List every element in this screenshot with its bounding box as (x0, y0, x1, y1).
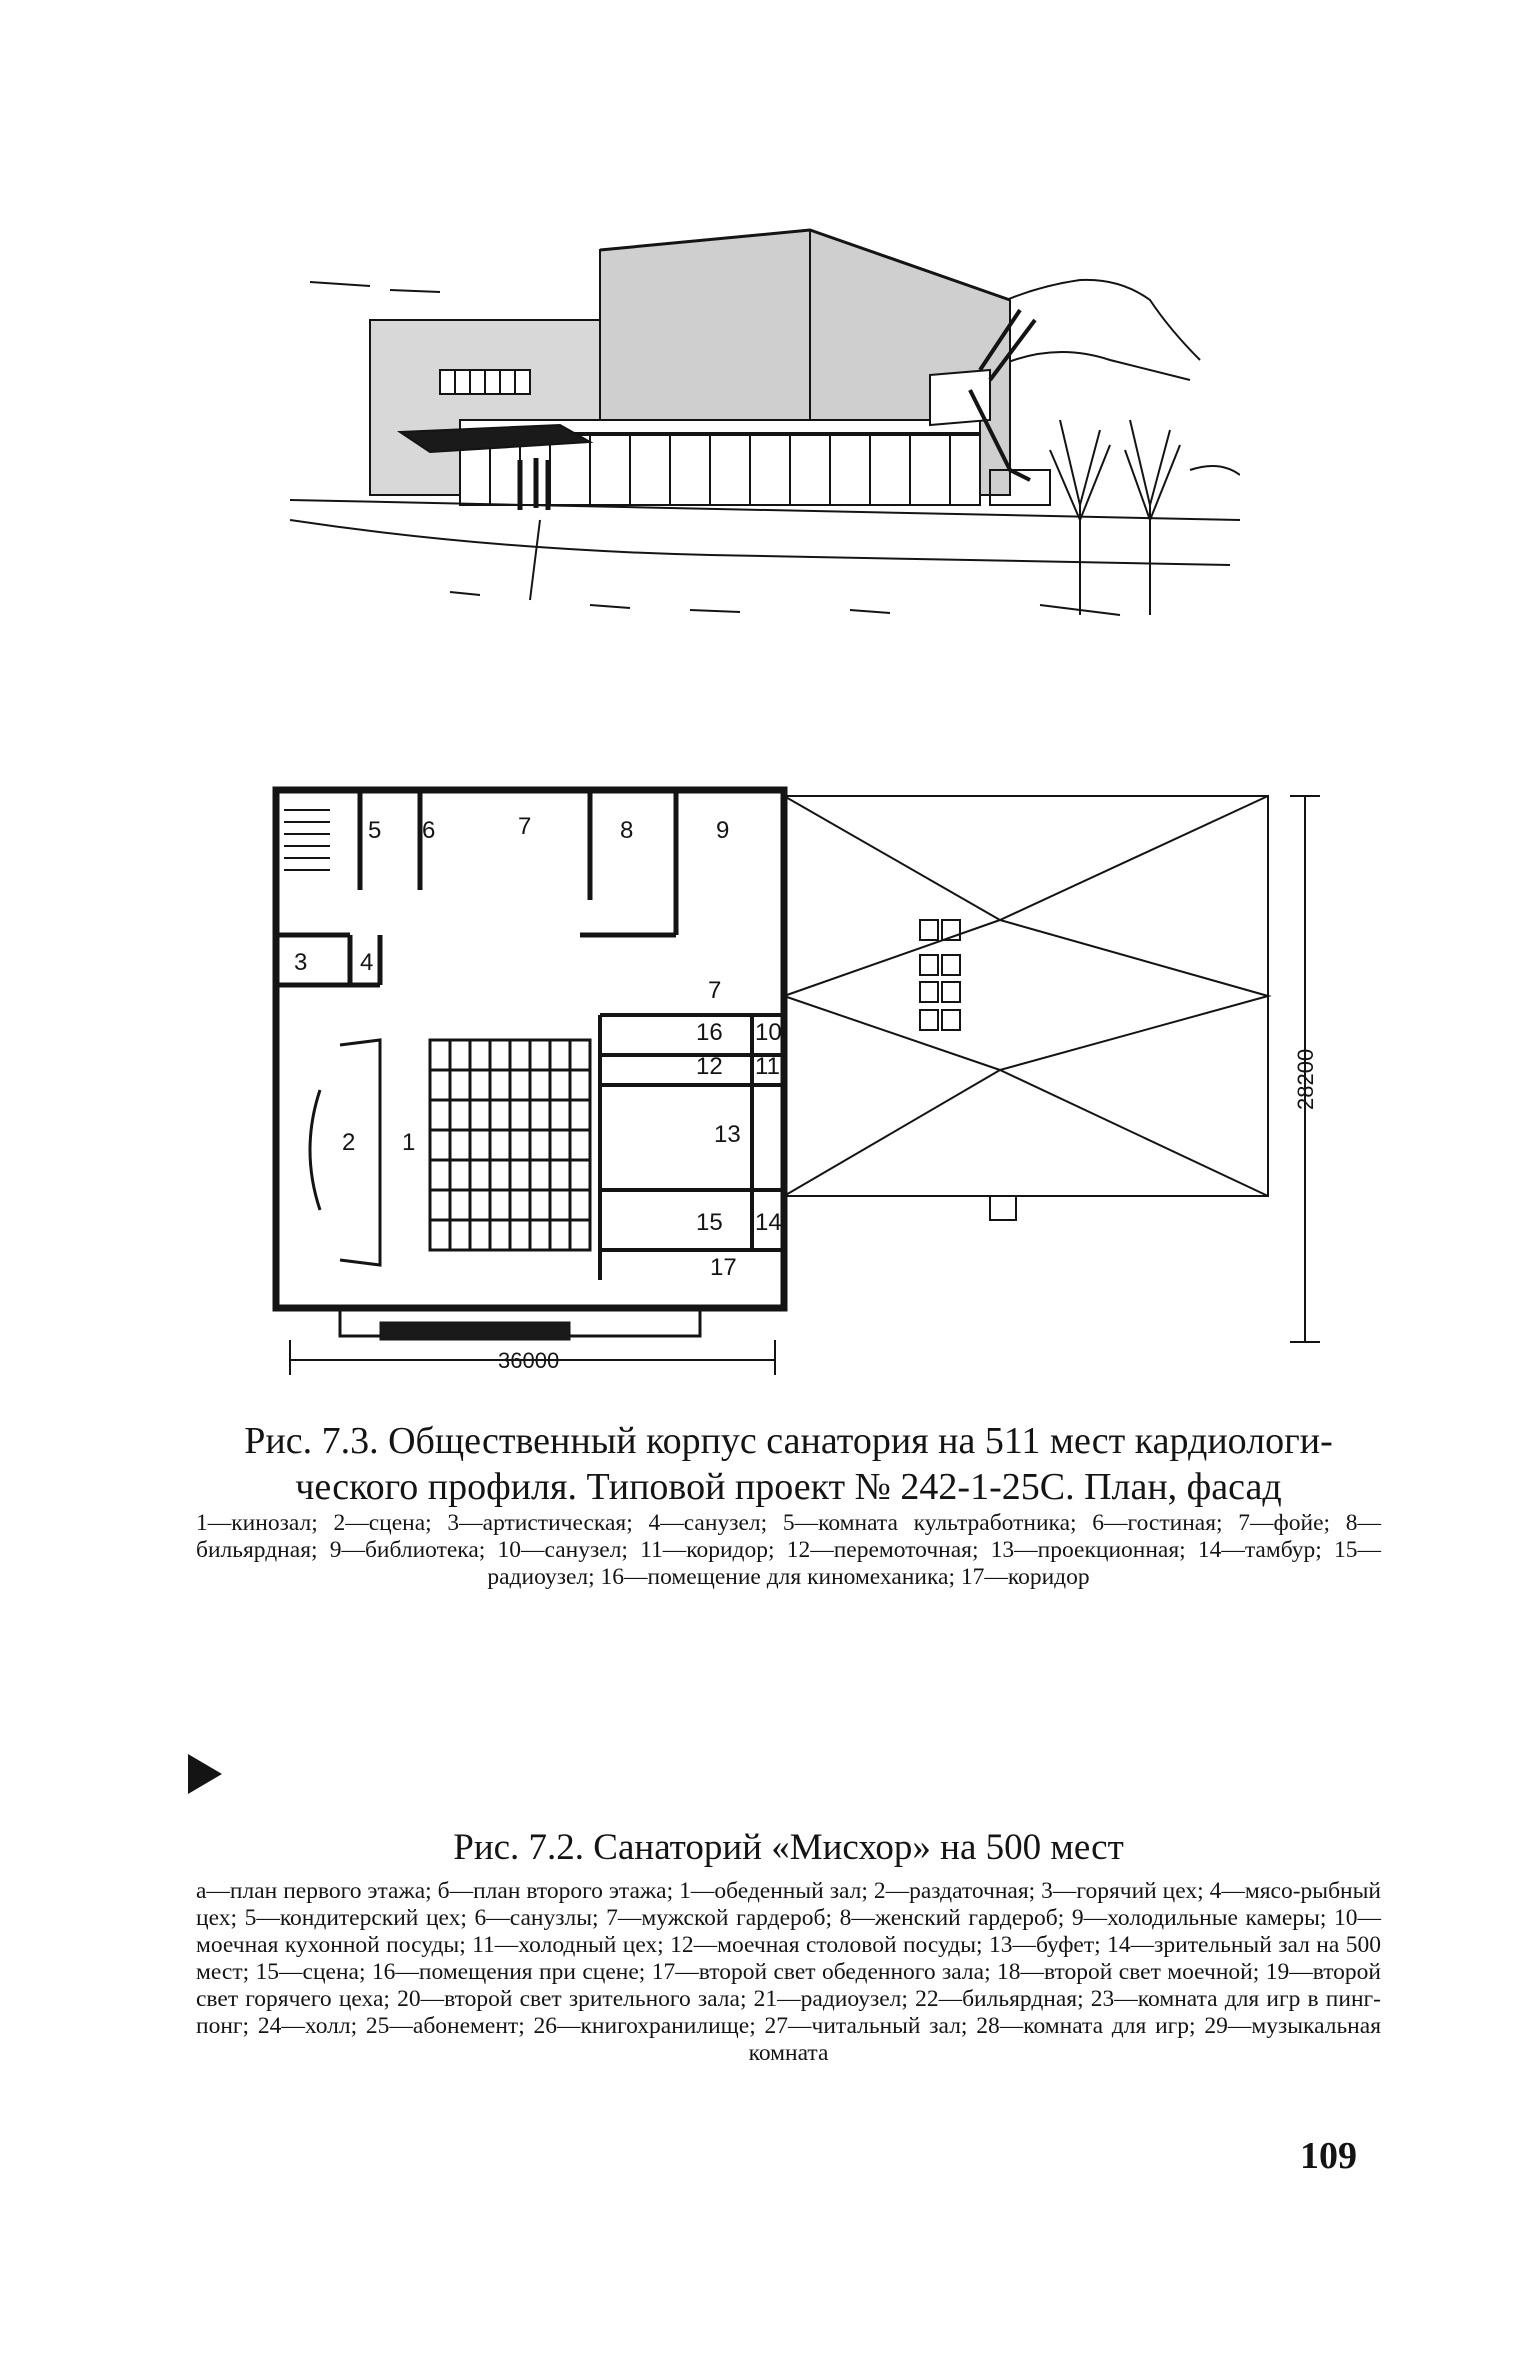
room-label-9: 9 (716, 817, 730, 844)
figure-7-2-caption-title: Рис. 7.2. Санаторий «Мисхор» на 500 мест (453, 1827, 1124, 1868)
room-label-13: 13 (714, 1121, 741, 1148)
room-label-10: 10 (755, 1019, 782, 1046)
floor-plan-drawing (260, 770, 1320, 1390)
facade-drawing (290, 220, 1240, 660)
room-label-8: 8 (620, 817, 634, 844)
page-number: 109 (1300, 2135, 1357, 2177)
figure-7-3-title-line1: Рис. 7.3. Общественный корпус санатория на 511 мест кардиологи- (244, 1420, 1333, 1462)
room-label-12: 12 (696, 1053, 723, 1080)
room-label-6: 6 (422, 817, 436, 844)
dimension-height: 28200 (1293, 1048, 1318, 1110)
figure-7-3-caption-title (196, 1418, 1381, 1510)
room-label-5: 5 (368, 817, 382, 844)
room-label-7: 7 (518, 813, 532, 840)
room-label-15: 15 (696, 1209, 723, 1236)
room-label-11: 11 (755, 1053, 780, 1080)
figure-7-3-legend: 1—кинозал; 2—сцена; 3—артистическая; 4—санузел; 5—комната культработника; 6—гостиная; 7—фойе; 8—бильярдная; 9—библиотека; 10—санузел; 11—коридор; 12—перемоточная; 13—проекционная; 14—тамбур; 15—радиоузел; 16—помещение для киномеханика; 17—коридор (196, 1510, 1381, 1590)
room-label-3: 3 (294, 949, 308, 976)
figure-7-3-title-line2: ческого профиля. Типовой проект № 242-1-25С. План, фасад (295, 1466, 1282, 1508)
room-label-7b: 7 (708, 977, 722, 1004)
room-label-2: 2 (342, 1129, 356, 1156)
figure-7-2-legend: а—план первого этажа; б—план второго этажа; 1—обеденный зал; 2—раздаточная; 3—горячий цех; 4—мясо-рыбный цех; 5—кондитерский цех; 6—санузлы; 7—мужской гардероб; 8—женский гардероб; 9—холодильные камеры; 10—моечная кухонной посуды; 11—холодный цех; 12—моечная столовой посуды; 13—буфет; 14—зрительный зал на 500 мест; 15—сцена; 16—помещения при сцене; 17—второй свет обеденного зала; 18—второй свет моечной; 19—второй свет горячего цеха; 20—второй свет зрительного зала; 21—радиоузел; 22—бильярдная; 23—комната для игр в пинг-понг; 24—холл; 25—абонемент; 26—книгохранилище; 27—читальный зал; 28—комната для игр; 29—музыкальная комната (196, 1878, 1381, 2066)
pointer-triangle-icon (188, 1754, 222, 1794)
dimension-width: 36000 (498, 1348, 560, 1373)
room-label-17: 17 (710, 1254, 737, 1281)
room-label-1: 1 (402, 1129, 416, 1156)
room-label-16: 16 (696, 1019, 723, 1046)
room-label-14: 14 (755, 1209, 782, 1236)
room-label-4: 4 (360, 949, 374, 976)
